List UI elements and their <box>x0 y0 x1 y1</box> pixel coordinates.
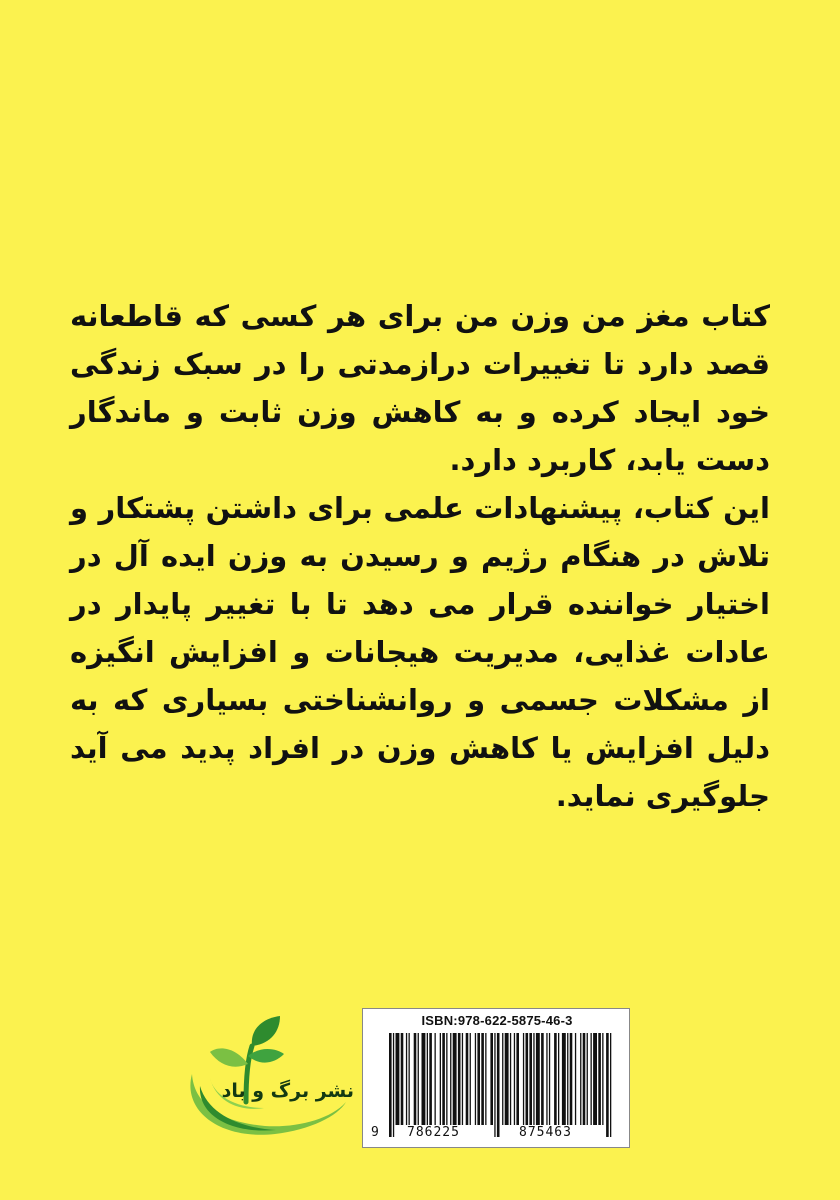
barcode-left-digits: 786225 <box>403 1125 464 1140</box>
back-cover-blurb <box>70 292 770 820</box>
publisher-name: نشر برگ و باد <box>221 1080 354 1102</box>
barcode-right-digits: 875463 <box>515 1125 576 1140</box>
barcode-bars-icon <box>385 1033 613 1137</box>
blurb-paragraph-1: کتاب مغز من وزن من برای هر کسی که قاطعانه قصد دارد تا تغییرات درازمدتی را در سبک زندگی خود ایجاد کرده و به کاهش وزن ثابت و ماندگار دست یابد، کاربرد دارد. <box>70 299 770 477</box>
blurb-paragraph-2: این کتاب، پیشنهادات علمی برای داشتن پشتکار و تلاش در هنگام رژیم و رسیدن به وزن ایده آل در اختیار خواننده قرار می دهد تا با تغییر پایدار در عادات غذایی، مدیریت هیجانات و افزایش انگیزه از مشکلات جسمی و روانشناختی بسیاری که به دلیل افزایش یا کاهش وزن در افراد پدید می آید جلوگیری نماید. <box>70 491 770 813</box>
isbn-barcode <box>362 1008 630 1148</box>
barcode-digits <box>363 1125 631 1145</box>
isbn-label: ISBN:978-622-5875-46-3 <box>421 1013 573 1028</box>
barcode-lead-digit: 9 <box>371 1125 379 1140</box>
